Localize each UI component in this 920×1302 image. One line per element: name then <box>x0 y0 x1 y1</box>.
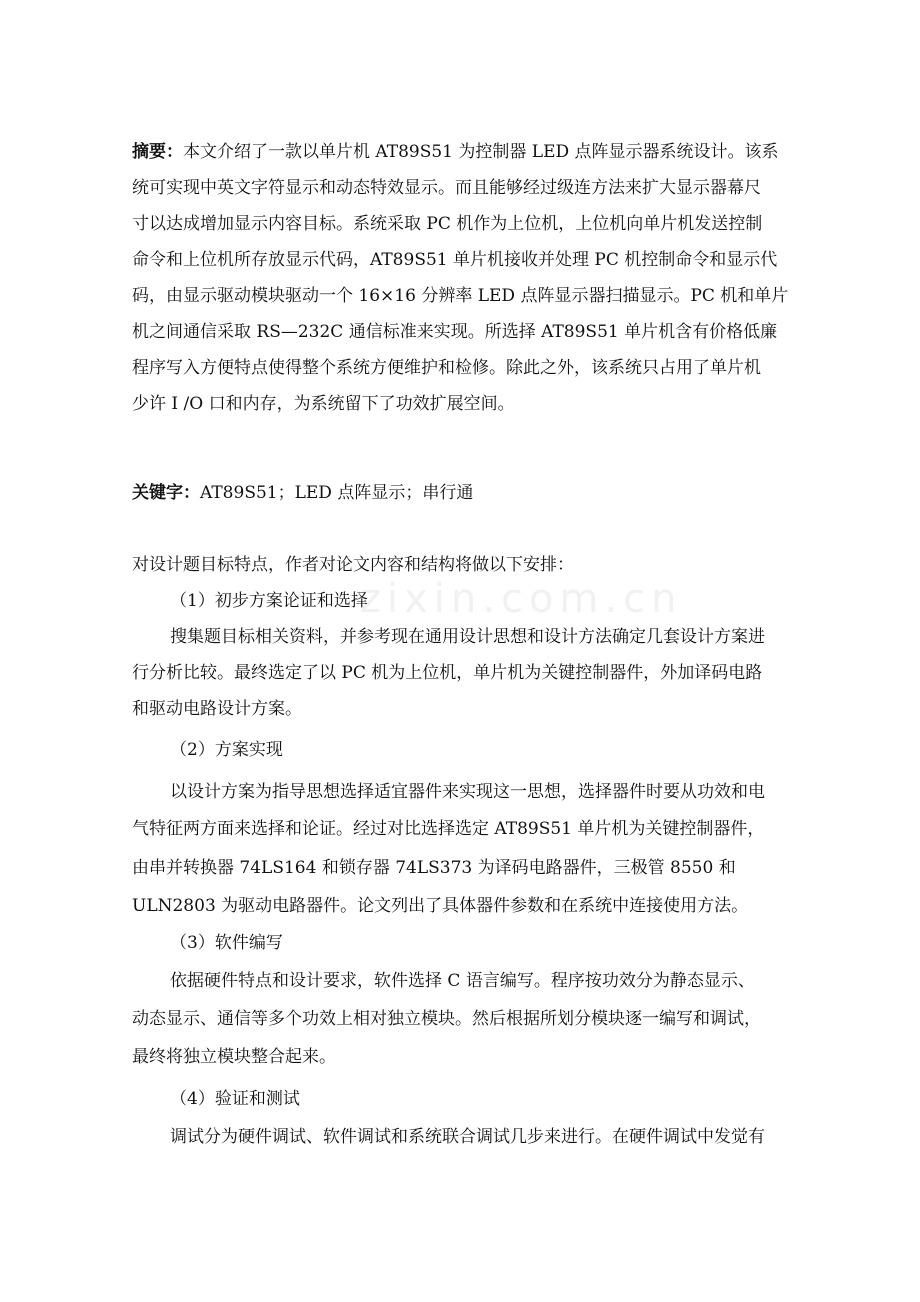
section-1-line-2: 行分析比较。最终选定了以 PC 机为上位机，单片机为关键控制器件，外加译码电路 <box>132 663 763 683</box>
section-3-line-2: 动态显示、通信等多个功效上相对独立模块。然后根据所划分模块逐一编写和调试， <box>132 1009 761 1029</box>
keywords-text: AT89S51；LED 点阵显示；串行通 <box>200 483 474 503</box>
section-1-line-1: 搜集题目标相关资料，并参考现在通用设计思想和设计方法确定几套设计方案进 <box>170 627 765 647</box>
abstract-line-7: 程序写入方便特点使得整个系统方便维护和检修。除此之外，该系统只占用了单片机 <box>132 358 761 378</box>
section-heading-1: （1）初步方案论证和选择 <box>170 591 368 611</box>
section-2-line-4: ULN2803 为驱动电路器件。论文列出了具体器件参数和在系统中连接使用方法。 <box>132 896 749 916</box>
abstract-line-2: 统可实现中英文字符显示和动态特效显示。而且能够经过级连方法来扩大显示器幕尺 <box>132 178 761 198</box>
section-heading-4: （4）验证和测试 <box>170 1089 300 1109</box>
abstract-line-5: 码，由显示驱动模块驱动一个 16×16 分辨率 LED 点阵显示器扫描显示。PC 机和单片 <box>132 286 789 306</box>
abstract-line-4: 命令和上位机所存放显示代码，AT89S51 单片机接收并处理 PC 机控制命令和显示代 <box>132 250 778 270</box>
section-2-line-2: 气特征两方面来选择和论证。经过对比选择选定 AT89S51 单片机为关键控制器件， <box>132 819 765 839</box>
section-2-line-3: 由串并转换器 74LS164 和锁存器 74LS373 为译码电路器件，三极管 8550 和 <box>132 858 736 878</box>
abstract-line-3: 寸以达成增加显示内容目标。系统采取 PC 机作为上位机，上位机向单片机发送控制 <box>132 214 763 234</box>
section-3-line-1: 依据硬件特点和设计要求，软件选择 C 语言编写。程序按功效分为静态显示、 <box>170 971 755 991</box>
keywords-line <box>132 482 473 504</box>
abstract-line-6: 机之间通信采取 RS—232C 通信标准来实现。所选择 AT89S51 单片机含有价格低廉 <box>132 322 778 342</box>
section-4-line-1: 调试分为硬件调试、软件调试和系统联合调试几步来进行。在硬件调试中发觉有 <box>170 1127 765 1147</box>
section-2-line-1: 以设计方案为指导思想选择适宜器件来实现这一思想，选择器件时要从功效和电 <box>170 782 765 802</box>
section-3-line-3: 最终将独立模块整合起来。 <box>132 1047 336 1067</box>
abstract-line-8: 少许 I /O 口和内存，为系统留下了功效扩展空间。 <box>132 394 515 414</box>
keywords-label: 关键字： <box>132 483 200 503</box>
section-heading-2: （2）方案实现 <box>170 740 283 760</box>
section-heading-3: （3）软件编写 <box>170 933 283 953</box>
intro-line: 对设计题目标特点，作者对论文内容和结构将做以下安排： <box>132 555 574 575</box>
abstract-label: 摘要： <box>132 142 183 162</box>
watermark: zixin.com.cn <box>360 576 683 622</box>
abstract-text-1: 本文介绍了一款以单片机 AT89S51 为控制器 LED 点阵显示器系统设计。该系 <box>183 142 779 162</box>
abstract-line-1 <box>132 141 779 163</box>
section-1-line-3: 和驱动电路设计方案。 <box>132 699 302 719</box>
